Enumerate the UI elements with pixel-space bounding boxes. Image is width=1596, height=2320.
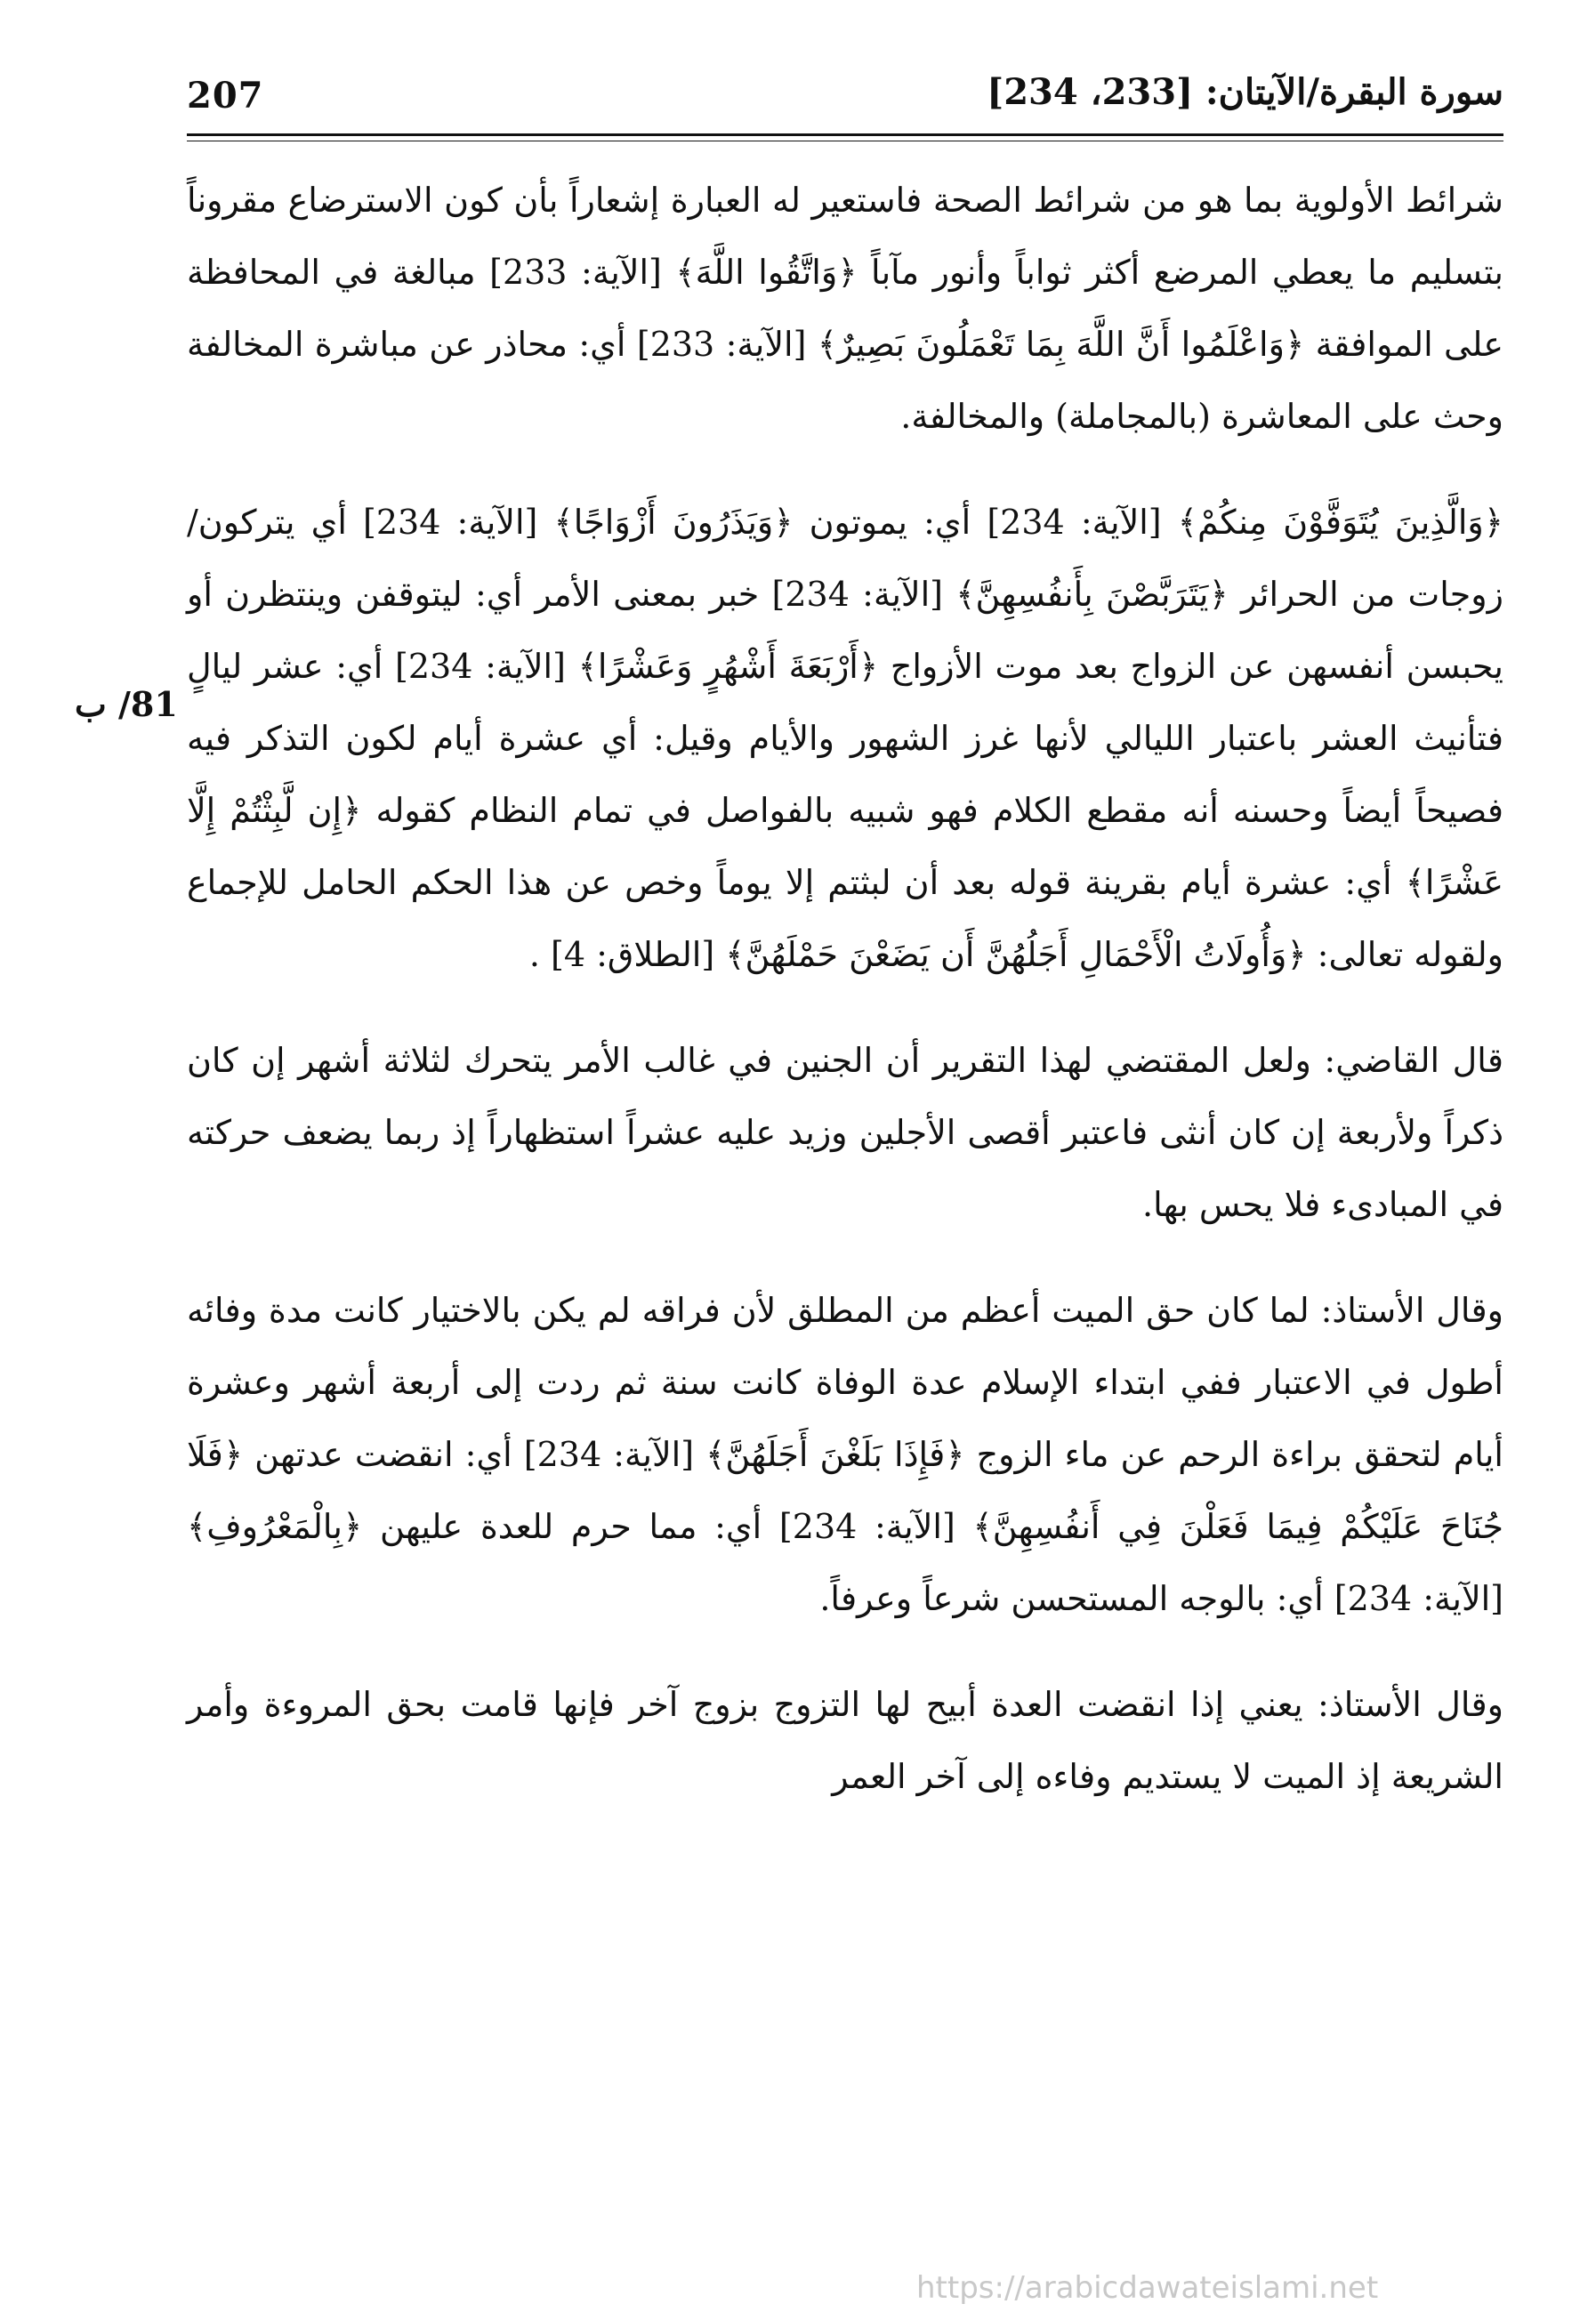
- header-rule-thick: [187, 133, 1503, 136]
- paragraph-1: شرائط الأولوية بما هو من شرائط الصحة فاستعير له العبارة إشعاراً بأن كون الاسترضاع مقروناً بتسليم ما يعطي المرضع أكثر ثواباً وأنور مآباً ﴿وَاتَّقُوا اللَّهَ﴾ [الآية: 233] مبالغة في المحافظة على الموافقة ﴿وَاعْلَمُوا أَنَّ اللَّهَ بِمَا تَعْمَلُونَ بَصِيرٌ﴾ [الآية: 233] أي: محاذر عن مباشرة المخالفة وحث على المعاشرة (بالمجاملة) والمخالفة.: [187, 181, 1503, 436]
- paragraph-3: قال القاضي: ولعل المقتضي لهذا التقرير أن الجنين في غالب الأمر يتحرك لثلاثة أشهر إن كان ذكراً ولأربعة إن كان أنثى فاعتبر أقصى الأجلين وزيد عليه عشراً استظهاراً إذ ربما يضعف حركته في المبادىء فلا يحس بها.: [187, 1041, 1503, 1224]
- paragraph-4: وقال الأستاذ: لما كان حق الميت أعظم من المطلق لأن فراقه لم يكن بالاختيار كانت مدة وفائه أطول في الاعتبار ففي ابتداء الإسلام عدة الوفاة كانت سنة ثم ردت إلى أربعة أشهر وعشرة أيام لتحقق براءة الرحم عن ماء الزوج ﴿فَإِذَا بَلَغْنَ أَجَلَهُنَّ﴾ [الآية: 234] أي: انقضت عدتهن ﴿فَلَا جُنَاحَ عَلَيْكُمْ فِيمَا فَعَلْنَ فِي أَنفُسِهِنَّ﴾ [الآية: 234] أي: مما حرم للعدة عليهن ﴿بِالْمَعْرُوفِ﴾ [الآية: 234] أي: بالوجه المستحسن شرعاً وعرفاً.: [187, 1291, 1504, 1618]
- watermark-url: https://arabicdawateislami.net: [916, 2270, 1379, 2306]
- margin-folio-note: 81/ ب: [75, 684, 178, 724]
- page-body: [187, 165, 1503, 1813]
- page-header: [187, 69, 1503, 132]
- paragraph-5: وقال الأستاذ: يعني إذا انقضت العدة أبيح لها التزوج بزوج آخر فإنها قامت بحق المروءة وأمر الشريعة إذ الميت لا يستديم وفاءه إلى آخر العمر: [187, 1685, 1503, 1796]
- page-number: 207: [187, 75, 264, 117]
- running-title: سورة البقرة/الآيتان: [233، 234]: [987, 71, 1503, 113]
- paragraph-2: ﴿وَالَّذِينَ يُتَوَفَّوْنَ مِنكُمْ﴾ [الآية: 234] أي: يموتون ﴿وَيَذَرُونَ أَزْوَاجًا﴾ [الآية: 234] أي يتركون/ زوجات من الحرائر ﴿يَتَرَبَّصْنَ بِأَنفُسِهِنَّ﴾ [الآية: 234] خبر بمعنى الأمر أي: ليتوقفن وينتظرن أو يحبسن أنفسهن عن الزواج بعد موت الأزواج ﴿أَرْبَعَةَ أَشْهُرٍ وَعَشْرًا﴾ [الآية: 234] أي: عشر ليالٍ فتأنيث العشر باعتبار الليالي لأنها غرز الشهور والأيام وقيل: أي عشرة أيام لكون التذكر فيه فصيحاً أيضاً وحسنه أنه مقطع الكلام فهو شبيه بالفواصل في تمام النظام كقوله ﴿إِن لَّبِثْتُمْ إِلَّا عَشْرًا﴾ أي: عشرة أيام بقرينة قوله بعد أن لبثتم إلا يوماً وخص عن هذا الحكم الحامل للإجماع ولقوله تعالى: ﴿وَأُولَاتُ الْأَحْمَالِ أَجَلُهُنَّ أَن يَضَعْنَ حَمْلَهُنَّ﴾ [الطلاق: 4] .: [187, 503, 1503, 974]
